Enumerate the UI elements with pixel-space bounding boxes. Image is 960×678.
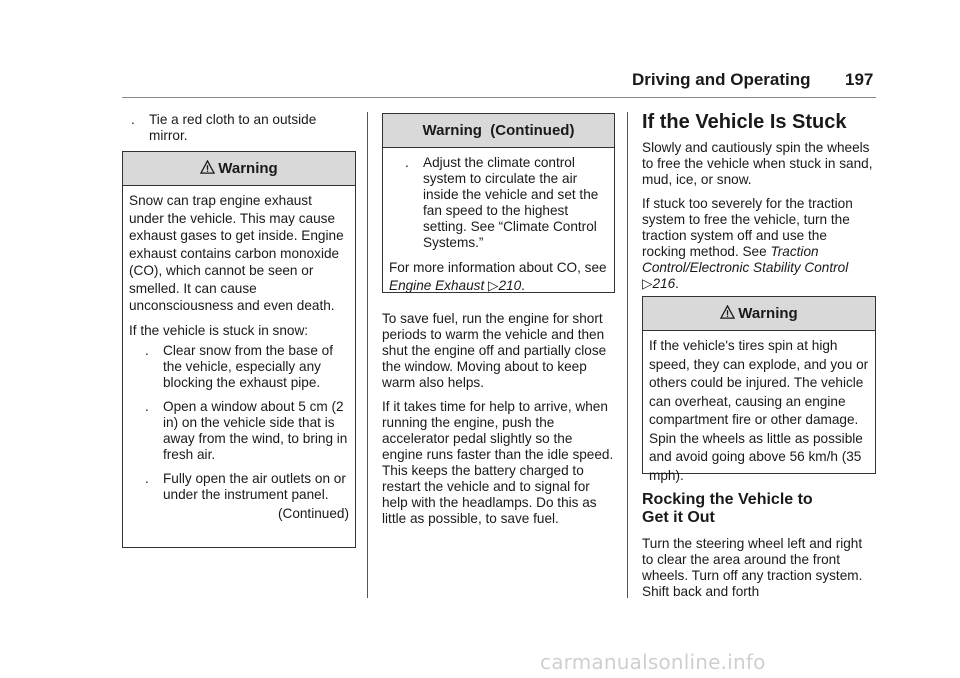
right-column-lower: Rocking the Vehicle to Get it Out Turn the steering wheel left and right to clear the area around the front wheels. Turn off any traction system. Shift back and forth [642, 491, 863, 599]
list-item: . Open a window about 5 cm (2 in) on the vehicle side that is away from the wind, to bring in fresh air. [145, 399, 348, 462]
warning-triangle-icon [200, 160, 215, 175]
middle-column: To save fuel, run the engine for short periods to warm the vehicle and then shut the engine off and partially close the window. Moving about to keep warm also helps. If it takes time for help to arrive, when running the engine, push the accelerator pedal slightly so the engine runs faster than the idle speed. This keeps the battery charged to restart the vehicle and to signal for help with the headlamps. Do this as little as possible, to save fuel. [382, 311, 614, 526]
left-column [127, 112, 349, 144]
warning-body [383, 148, 614, 295]
right-column: If the Vehicle Is Stuck Slowly and cautiously spin the wheels to free the vehicle when stuck in sand, mud, ice, or snow. If stuck too severely for the traction system to free the vehicle, turn the traction system off and use the rocking method. See Traction Control/Electronic Stability Control ▷216. [642, 111, 873, 291]
page-number: 197 [845, 70, 874, 89]
continued-label: (Continued) [277, 506, 349, 521]
xref-link[interactable]: Traction Control/Electronic Stability Control [642, 244, 849, 275]
section-title: Driving and Operating [632, 70, 811, 89]
list-item: . Tie a red cloth to an outside mirror. [131, 112, 317, 143]
more-info: For more information about CO, see Engine Exhaust ▷210. [389, 260, 607, 293]
warning-box-tires [642, 296, 876, 483]
xref-link[interactable]: Engine Exhaust [389, 278, 485, 293]
warning-body: Snow can trap engine exhaust under the vehicle. This may cause exhaust gases to get inside. Engine exhaust contains carbon monoxide (CO), which cannot be seen or smelled. It can cause unconsciousness and even death. If the vehicle is stuck in snow: . Clear snow from the base of the vehicle, especially any blocking the exhaust pipe. . Open a window about 5 cm (2 in) on the vehicle side that is away from the wind, to bring in fresh air. . Fully open the air outlets on or under the instrument panel. (Continued) [129, 193, 349, 521]
page-ref-icon: ▷ [642, 276, 653, 291]
warning-body: If the vehicle's tires spin at high speed, they can explode, and you or others could be injured. The vehicle can overheat, causing an engine compartment fire or other damage. Spin the wheels as little as possible and avoid going above 56 km/h (35 mph). [649, 338, 869, 483]
subheading: Rocking the Vehicle to Get it Out [642, 491, 813, 526]
section-heading: If the Vehicle Is Stuck [642, 111, 847, 133]
warning-header: Warning [123, 152, 355, 186]
watermark: carmanualsonline.info [540, 650, 766, 674]
warning-bullets [129, 343, 349, 503]
traction-para: If stuck too severely for the traction system to free the vehicle, turn the traction system off and use the rocking method. See Traction Control/Electronic Stability Control ▷216. [642, 196, 853, 291]
list-item: . Fully open the air outlets on or under the instrument panel. [145, 471, 346, 502]
warning-box-continued [382, 113, 615, 293]
warning-triangle-icon [720, 305, 735, 320]
warning-header: Warning [643, 297, 875, 331]
list-item: . Clear snow from the base of the vehicle, especially any blocking the exhaust pipe. [145, 343, 334, 390]
warning-box-snow [122, 151, 356, 548]
page-ref-icon: ▷ [488, 278, 499, 293]
header-rule [122, 97, 876, 98]
warning-header: Warning (Continued) [383, 114, 614, 148]
column-divider [367, 112, 368, 598]
column-divider [627, 112, 628, 598]
list-item: . Adjust the climate control system to circulate the air inside the vehicle and set the fan speed to the highest setting. See “Climate Control Systems.” [405, 155, 599, 250]
